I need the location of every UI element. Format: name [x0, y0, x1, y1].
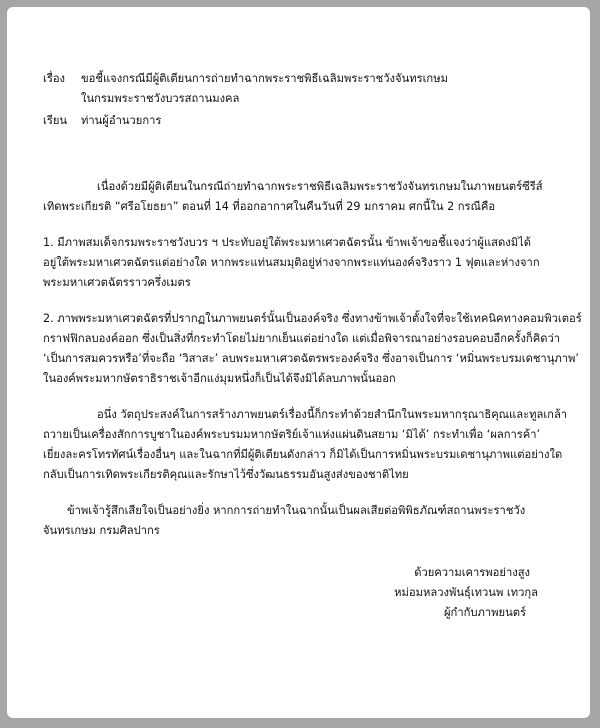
text-line: เยี่ยงละครโทรทัศน์เรื่องอื่นๆ และในฉากที่มีผู้ติเตียนดังกล่าว ก็มิได้เป็นการหมิ่นพระบรมเดชานุภาพแต่อย่างใด: [43, 448, 563, 461]
text-line: เนื่องด้วยมีผู้ติเตียนในกรณีถ่ายทำฉากพระราชพิธีเฉลิมพระราชวังจันทรเกษมในภาพยนตร์ซีรีส์: [97, 180, 543, 193]
paragraph-point-1: [43, 233, 538, 293]
text-line: ถวายเป็นเครื่องสักการบูชาในองค์พระบรมมหากษัตริย์เจ้าแห่งแผ่นดินสยาม ‘มิได้’ กระทำเพื่อ ‘ผลการค้า’: [43, 428, 541, 441]
text-line: กราฟฟิกลบองค์ออก ซึ่งเป็นสิ่งที่กระทำโดยไม่ยากเย็นแต่อย่างใด แต่เมื่อพิจารณาอย่างรอบคอบอีกครั้งก็คิดว่า: [43, 332, 561, 345]
text-line: 1. มีภาพสมเด็จกรมพระราชวังบวร ฯ ประทับอยู่ใต้พระมหาเศวตฉัตรนั้น ข้าพเจ้าขอชี้แจงว่าผู้แสดงมิได้: [43, 236, 531, 249]
paragraph-point-2: [43, 309, 582, 389]
text-line: อยู่ใต้พระมหาเศวตฉัตรแต่อย่างใด หากพระแท่นสมมุติอยู่ห่างจากพระแท่นองค์จริงราว 1 ฟุตและห่างจาก: [43, 256, 540, 269]
text-line: เทิดพระเกียรติ “ศรีอโยธยา” ตอนที่ 14 ที่ออกอากาศในคืนวันที่ 29 มกราคม ศกนี้ใน 2 กรณีคือ: [43, 200, 496, 213]
subject-label: เรื่อง: [43, 72, 66, 85]
subject-line: ขอชี้แจงกรณีมีผู้ติเตียนการถ่ายทำฉากพระราชพิธีเฉลิมพระราชวังจันทรเกษม: [81, 72, 448, 85]
text-line: 2. ภาพพระมหาเศวตฉัตรที่ปรากฏในภาพยนตร์นั้นเป็นองค์จริง ซึ่งทางข้าพเจ้าตั้งใจที่จะใช้เทคนิคทางคอมพิวเตอร์: [43, 312, 582, 325]
subject-line: ในกรมพระราชวังบวรสถานมงคล: [81, 92, 240, 105]
text-line: ในองค์พระมหากษัตราธิราชเจ้าอีกแง่มุมหนึ่งก็เป็นได้จึงมิได้ลบภาพนั้นออก: [43, 372, 396, 385]
letter-page: [7, 7, 590, 718]
subject-value: [81, 69, 538, 109]
text-line: พระมหาเศวตฉัตรราวครึ่งเมตร: [43, 276, 191, 289]
paragraph-purpose: [43, 405, 568, 485]
text-line: ‘เป็นการสมควรหรือ’ที่จะถือ ‘วิสาสะ’ ลบพระมหาเศวตฉัตรพระองค์จริง ซึ่งอาจเป็นการ ‘หมิ่นพระบรมเดชานุภาพ’: [43, 352, 579, 365]
recipient-value: ท่านผู้อำนวยการ: [81, 114, 162, 127]
signer-title: ผู้กำกับภาพยนตร์: [444, 606, 526, 619]
text-line: อนึ่ง วัตถุประสงค์ในการสร้างภาพยนตร์เรื่องนี้ก็กระทำด้วยสำนึกในพระมหากรุณาธิคุณและทูลเกล้า: [97, 408, 568, 421]
subject-row: [43, 69, 538, 109]
paragraph-apology: [43, 501, 538, 541]
recipient-row: [43, 111, 538, 131]
text-line: จันทรเกษม กรมศิลปากร: [43, 524, 160, 537]
closing-text: ด้วยความเคารพอย่างสูง: [414, 566, 530, 579]
paragraph-intro: [43, 177, 543, 217]
recipient-label: เรียน: [43, 114, 68, 127]
text-line: กลับเป็นการเทิดพระเกียรติคุณและรักษาไว้ซึ่งวัฒนธรรมอันสูงส่งของชาติไทย: [43, 468, 409, 481]
signer-name: หม่อมหลวงพันธุ์เทวนพ เทวกุล: [394, 586, 538, 599]
text-line: ข้าพเจ้ารู้สึกเสียใจเป็นอย่างยิ่ง หากการถ่ายทำในฉากนั้นเป็นผลเสียต่อพิพิธภัณฑ์สถานพระราชวัง: [67, 504, 526, 517]
signature-block: [43, 563, 538, 623]
